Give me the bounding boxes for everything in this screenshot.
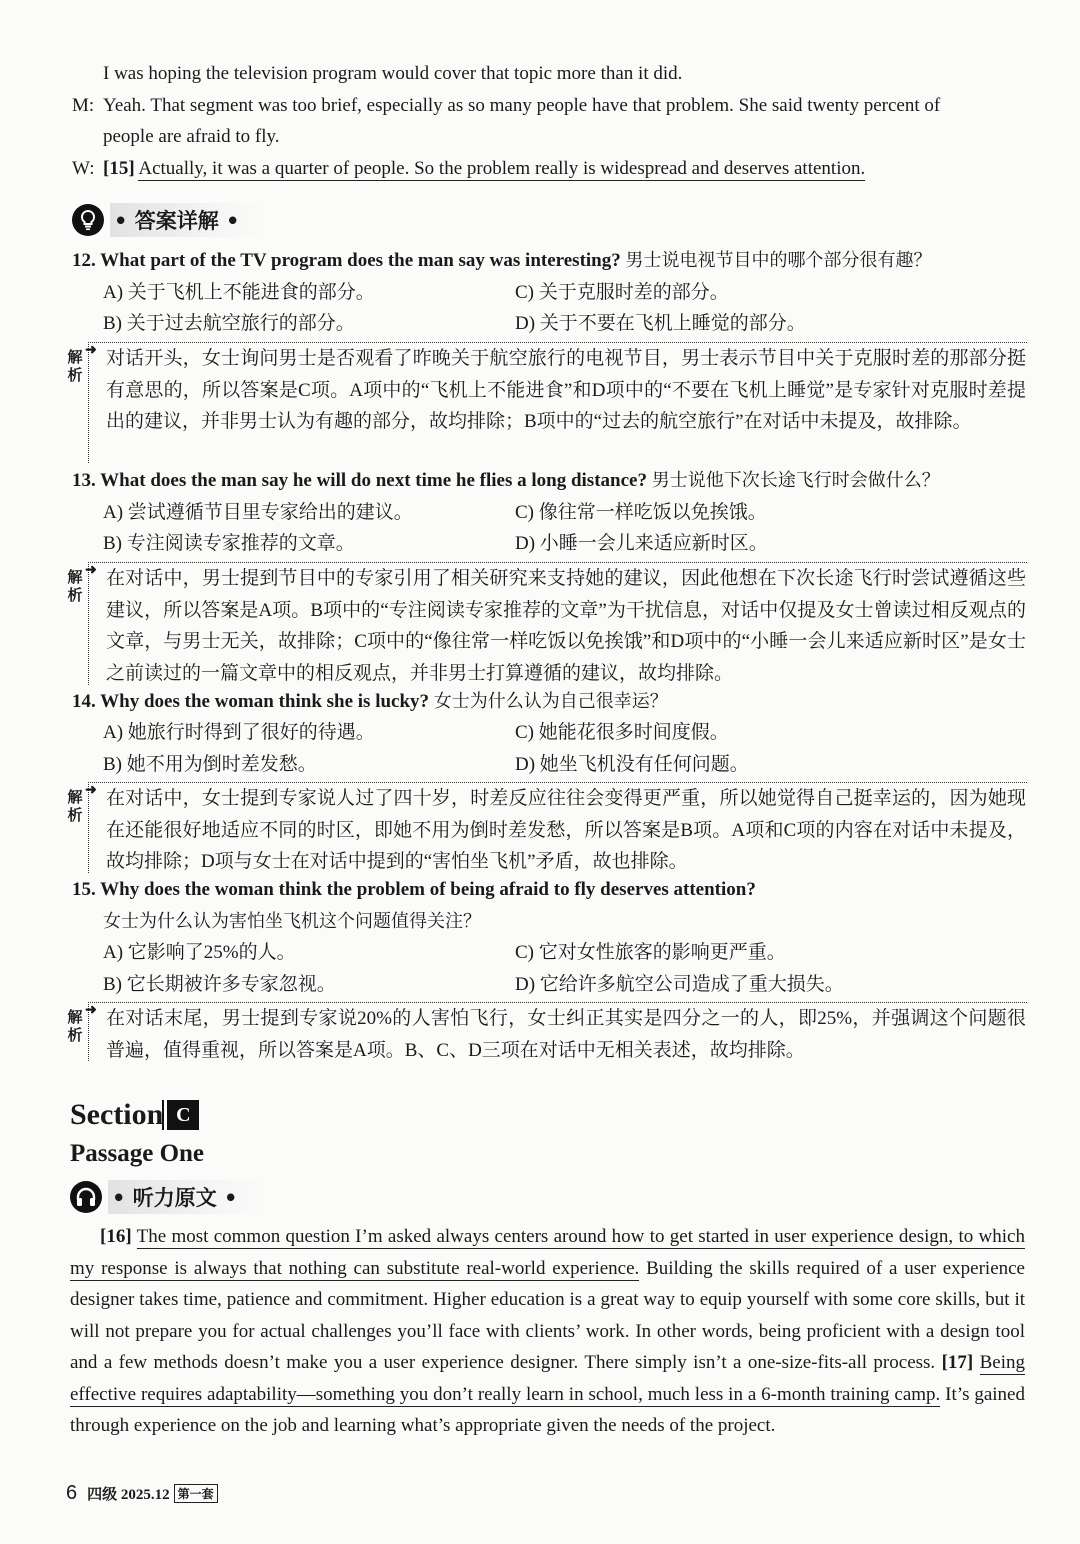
option: C) 它对女性旅客的影响更严重。 [515,942,786,963]
answer-underline: The most common question I’m asked always centers around how to get started in user experience design, to which my response is always that nothing can substitute real-world experience. [70,1226,1025,1279]
headphones-icon [70,1181,102,1213]
section-label: Section [70,1098,164,1131]
passage-sentence: It’s gained through experience on the job and learning what’s appropriate given the needs of the project. [70,1383,1025,1436]
analysis-label: 解析 [67,568,83,604]
option: D) 她坐飞机没有任何问题。 [515,754,749,775]
listening-header [70,1180,267,1214]
speaker-m: M: [72,95,95,116]
passage-text [70,1221,1025,1442]
question-text: Why does the woman think she is lucky? [100,691,430,712]
option: C) 她能花很多时间度假。 [515,722,729,743]
analysis-label: 解析 [67,788,83,824]
analysis-text: 在对话中，女士提到专家说人过了四十岁，时差反应往往会变得更严重，所以她觉得自己挺幸运的，因为她现在还能很好地适应不同的时区，即她不用为倒时差发愁，所以答案是B项。A项和C项的内容在对话中未提及，故均排除；D项与女士在对话中提到的“害怕坐飞机”矛盾，故也排除。 [106,788,1026,872]
option: D) 关于不要在飞机上睡觉的部分。 [515,313,806,334]
question-12 [72,249,932,273]
question-text: What does the man say he will do next time he flies a long distance? [100,470,647,491]
option: B) 它长期被许多专家忽视。 [103,974,336,995]
answers-header-text: • 答案详解 • [110,203,269,237]
option: A) 它影响了25%的人。 [103,942,296,963]
question-text: What part of the TV program does the man say was interesting? [100,250,621,271]
option: B) 专注阅读专家推荐的文章。 [103,533,355,554]
option: D) 它给许多航空公司造成了重大损失。 [515,974,844,995]
listening-header-text: • 听力原文 • [108,1180,267,1214]
arrow-icon: ➜ [85,1003,97,1018]
arrow-icon: ➜ [85,783,97,798]
section-badge: C [167,1100,199,1130]
option: A) 尝试遵循节目里专家给出的建议。 [103,502,413,523]
passage-sentence: Building the skills required of a user experience designer takes time, patience and commitment. Higher education is a great way to equip yourself with some core skills, but it will not prepare you for actual challenges you’ll face with clients’ work. In other words, being proficient with a design tool and a few methods doesn’t make you a user experience designer. There simply isn’t a one-size-fits-all process. [70,1257,1025,1373]
question-14 [72,690,668,714]
set-tag: 第一套 [174,1484,218,1503]
arrow-icon: ➜ [85,343,97,358]
question-number: 12. [72,250,96,271]
question-number: 13. [72,470,96,491]
dialogue-line: I was hoping the television program would cover that topic more than it did. [103,63,683,84]
page-number: 6 [66,1482,78,1504]
arrow-icon: ➜ [85,563,97,578]
option: C) 关于克服时差的部分。 [515,282,729,303]
option: B) 她不用为倒时差发愁。 [103,754,317,775]
question-cn: 女士为什么认为害怕坐飞机这个问题值得关注？ [103,911,481,932]
analysis-text: 在对话中，男士提到节目中的专家引用了相关研究来支持她的建议，因此他想在下次长途飞行时尝试遵循这些建议，所以答案是A项。B项中的“专注阅读专家推荐的文章”为干扰信息，对话中仅提及女士曾读过相反观点的文章，与男士无关，故排除；C项中的“像往常一样吃饭以免挨饿”和D项中的“小睡一会儿来适应新时区”是女士之前读过的一篇文章中的相反观点，并非男士打算遵循的建议，故均排除。 [106,568,1026,684]
question-cn: 男士说他下次长途飞行时会做什么？ [651,470,940,491]
dialogue-line: Yeah. That segment was too brief, especially as so many people have that problem. She said twenty percent of [103,95,941,116]
option: D) 小睡一会儿来适应新时区。 [515,533,768,554]
answer-underline: Actually, it was a quarter of people. So the problem really is widespread and deserves attention. [138,158,866,179]
exam-label: 四级 2025.12 [87,1487,170,1503]
question-text: Why does the woman think the problem of being afraid to fly deserves attention? [100,879,756,900]
question-marker: [17] [941,1352,974,1373]
question-marker: [15] [103,158,135,179]
option: B) 关于过去航空旅行的部分。 [103,313,355,334]
option: C) 像往常一样吃饭以免挨饿。 [515,502,767,523]
lightbulb-icon [72,204,104,236]
option: A) 她旅行时得到了很好的待遇。 [103,722,375,743]
question-number: 15. [72,879,96,900]
question-15 [72,878,756,902]
answers-header [72,203,269,237]
speaker-w: W: [72,158,95,179]
option: A) 关于飞机上不能进食的部分。 [103,282,375,303]
section-title [70,1098,199,1132]
page-footer [66,1482,218,1505]
analysis-label: 解析 [67,348,83,384]
question-cn: 男士说电视节目中的哪个部分很有趣？ [625,250,932,271]
analysis-text: 在对话末尾，男士提到专家说20%的人害怕飞行，女士纠正其实是四分之一的人，即25%，并强调这个问题很普遍，值得重视，所以答案是A项。B、C、D三项在对话中无相关表述，故均排除。 [106,1008,1026,1061]
question-marker: [16] [100,1226,132,1247]
analysis-text: 对话开头，女士询问男士是否观看了昨晚关于航空旅行的电视节目，男士表示节目中关于克服时差的那部分挺有意思的，所以答案是C项。A项中的“飞机上不能进食”和D项中的“不要在飞机上睡觉”是专家针对克服时差提出的建议，并非男士认为有趣的部分，故均排除；B项中的“过去的航空旅行”在对话中未提及，故排除。 [106,348,1026,432]
passage-title: Passage One [70,1140,205,1167]
question-cn: 女士为什么认为自己很幸运？ [433,691,668,712]
question-13 [72,469,940,493]
answer-underline: Being effective requires adaptability—something you don’t really learn in school, much less in a 6-month training camp. [70,1352,1026,1405]
dialogue-line: people are afraid to fly. [103,126,280,147]
question-number: 14. [72,691,96,712]
dialogue-line [103,157,865,181]
analysis-label: 解析 [67,1008,83,1044]
